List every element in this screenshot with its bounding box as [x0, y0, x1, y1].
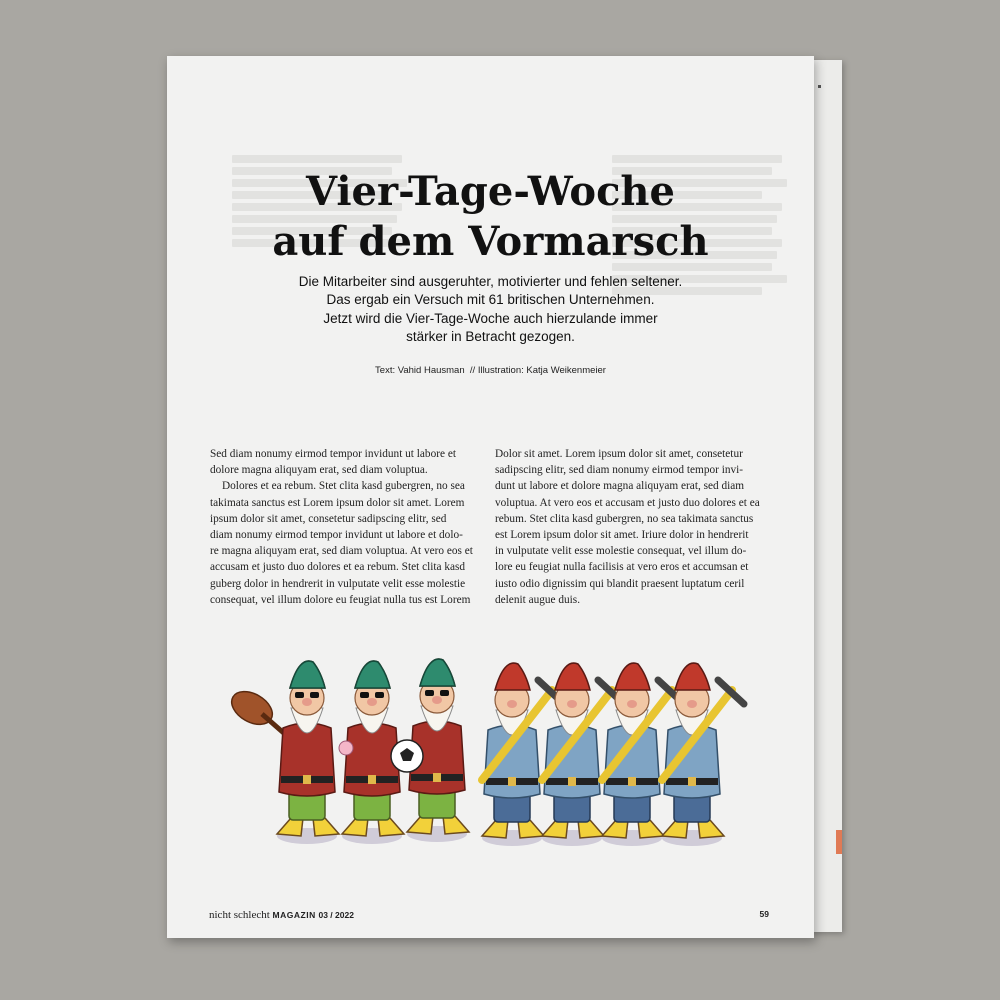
body-line: in vulputate velit esse molestie consequat, vel illum do- [495, 545, 747, 558]
body-line: accusam et justo duo dolores et ea rebum. Stet clita kasd [210, 561, 466, 574]
body-line: dunt ut labore et dolore magna aliquyam erat, sed diam [495, 480, 745, 493]
dwarf-red-hat-4 [662, 663, 744, 846]
lead-line: Die Mitarbeiter sind ausgeruhter, motivierter und fehlen seltener. [298, 274, 683, 289]
dwarfs-illustration [222, 628, 762, 860]
footer-brand-name: nicht schlecht [209, 909, 270, 921]
body-line: takimata sanctus est Lorem ipsum dolor sit amet. Lorem [210, 496, 465, 509]
dwarf-green-hat-1 [277, 661, 339, 844]
soccer-ball-icon [391, 740, 423, 772]
page-edge-mark [818, 85, 821, 88]
footer-magazine: MAGAZIN [272, 910, 316, 920]
lead-line: stärker in Betracht gezogen. [406, 328, 575, 344]
body-line: consequat, vel illum dolore eu feugiat nulla tus est Lorem [210, 593, 471, 606]
body-line: lore eu feugiat nulla facilisis at vero eros et accumsan et [495, 561, 749, 574]
body-line: Sed diam nonumy eirmod tempor invidunt ut labore et [210, 448, 456, 460]
article-title [167, 167, 814, 267]
body-line: est Lorem ipsum dolor sit amet. Iriure dolor in hendrerit [495, 529, 749, 542]
body-line: rebum. Stet clita kasd gubergren, no sea takimata sanctus [495, 512, 754, 525]
body-column-right [495, 446, 759, 608]
body-line: re magna aliquyam erat, sed diam voluptua. At vero eos et [210, 545, 473, 558]
lead-line: Jetzt wird die Vier-Tage-Woche auch hierzulande immer [323, 310, 658, 326]
title-line: Vier-Tage-Woche [306, 168, 675, 215]
next-page-edge [810, 60, 842, 932]
lead-line: Das ergab ein Versuch mit 61 britischen Unternehmen. [326, 292, 655, 308]
page-number: 59 [759, 909, 769, 919]
body-line: Dolor sit amet. Lorem ipsum dolor sit amet, consetetur [495, 448, 743, 460]
magazine-page [167, 56, 814, 938]
body-line: voluptua. At vero eos et accusam et justo duo dolores et ea [495, 496, 760, 509]
body-line: Dolores et ea rebum. Stet clita kasd gubergren, no sea [222, 480, 465, 493]
body-column-left [210, 446, 474, 608]
article-credits: Text: Vahid Hausman // Illustration: Katja Weikenmeier [375, 365, 606, 376]
body-line: sadipscing elitr, sed diam nonumy eirmod tempor invi- [495, 464, 744, 477]
body-line: diam nonumy eirmod tempor invidunt ut labore et dolo- [210, 529, 463, 542]
article-lead [267, 273, 714, 346]
body-line: delenit augue duis. [495, 593, 581, 606]
title-line: auf dem Vormarsch [272, 218, 709, 265]
body-line: guberg dolor in hendrerit in vulputate velit esse molestie [210, 577, 466, 590]
body-line: ipsum dolor sit amet, consetetur sadipscing elitr, sed [210, 512, 447, 525]
footer-brand [209, 909, 354, 921]
page-tab-marker [836, 830, 842, 854]
footer-issue: 03 / 2022 [318, 910, 354, 920]
body-line: dolore magna aliquyam erat, sed diam voluptua. [210, 464, 428, 477]
body-line: iusto odio dignissim qui blandit praesent luptatum ceril [495, 577, 745, 590]
